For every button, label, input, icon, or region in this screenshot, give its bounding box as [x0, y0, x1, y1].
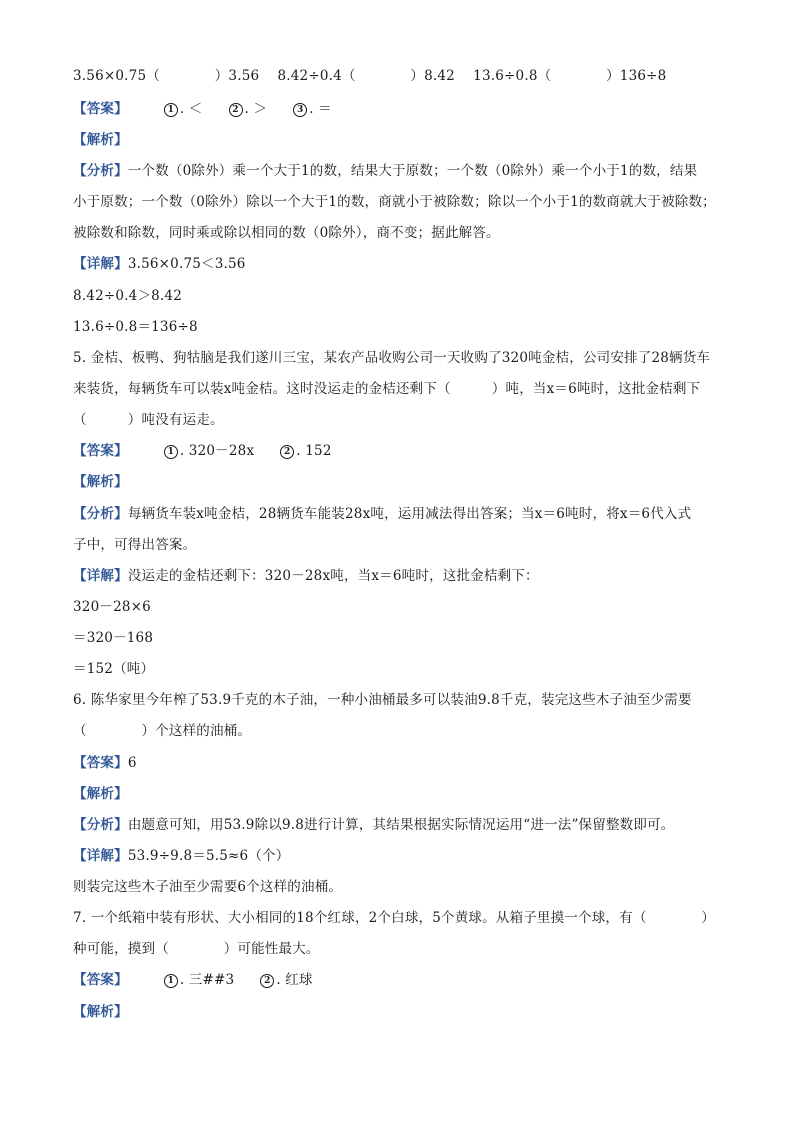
q4-answer-line — [73, 100, 332, 118]
q6-question-line: 6. 陈华家里今年榨了53.9千克的木子油，一种小油桶最多可以装油9.8千克，装完这些木子油至少需要 — [73, 692, 692, 708]
answer-text: . ＜ — [179, 101, 203, 117]
answer-text: . ＞ — [244, 101, 268, 117]
section-tag: 【分析】 — [73, 506, 128, 522]
section-tag: 【详解】 — [73, 256, 128, 272]
section-tag: 【分析】 — [73, 817, 128, 833]
circled-number: 2 — [260, 974, 274, 988]
section-tag: 【详解】 — [73, 568, 128, 584]
q6-detail-line: 【详解】53.9÷9.8＝5.5≈6（个） — [73, 848, 290, 864]
answer-tag: 【答案】 — [73, 101, 128, 117]
q5-detail-line: ＝320－168 — [73, 630, 154, 646]
circled-number: 2 — [229, 103, 243, 117]
answer-tag: 【答案】 — [73, 443, 128, 459]
q5-analysis-line: 【分析】每辆货车装x吨金桔，28辆货车能装28x吨，运用减法得出答案；当x＝6吨时，将x＝6代入式 — [73, 506, 692, 522]
q4-detail-line: 【详解】3.56×0.75＜3.56 — [73, 256, 246, 272]
section-tag: 【分析】 — [73, 163, 128, 179]
answer-item — [229, 100, 268, 118]
q5-detail-line: 320－28×6 — [73, 599, 151, 615]
answer-item — [164, 100, 203, 118]
circled-number: 2 — [280, 445, 294, 459]
answer-item — [164, 442, 254, 460]
answer-item — [280, 442, 331, 460]
q7-analysis-heading: 【解析】 — [73, 1004, 128, 1020]
answer-text: . ＝ — [309, 101, 332, 117]
q4-analysis-line: 小于原数；一个数（0除外）除以一个大于1的数，商就小于被除数；除以一个小于1的数商就大于被除数； — [73, 194, 716, 210]
q4-analysis-line: 被除数和除数，同时乘或除以相同的数（0除外），商不变；据此解答。 — [73, 225, 500, 241]
answer-text: . 152 — [296, 443, 332, 459]
circled-number: 3 — [293, 103, 307, 117]
q5-detail-line: ＝152（吨） — [73, 661, 155, 677]
q5-detail-line: 【详解】没运走的金桔还剩下：320－28x吨，当x＝6吨时，这批金桔剩下： — [73, 568, 539, 584]
circled-number: 1 — [164, 974, 178, 988]
q6-answer-line: 【答案】6 — [73, 755, 137, 771]
q4-analysis-heading: 【解析】 — [73, 132, 128, 148]
q5-question-line: （ ）吨没有运走。 — [73, 412, 224, 428]
q7-question-line: 种可能，摸到（ ）可能性最大。 — [73, 941, 320, 957]
answer-text: . 红球 — [276, 972, 313, 988]
answer-tag: 【答案】 — [73, 972, 128, 988]
circled-number: 1 — [164, 445, 178, 459]
answer-item — [293, 100, 332, 118]
section-tag: 【详解】 — [73, 848, 128, 864]
q4-detail-line: 8.42÷0.4＞8.42 — [73, 288, 182, 304]
q5-question-line: 5. 金桔、板鸭、狗牯脑是我们遂川三宝，某农产品收购公司一天收购了320吨金桔，公司安排了28辆货车 — [73, 350, 711, 366]
section-tag: 【答案】 — [73, 755, 128, 771]
q7-answer-line — [73, 971, 313, 989]
answer-item — [260, 971, 312, 989]
q5-question-line: 来装货，每辆货车可以装x吨金桔。这时没运走的金桔还剩下（ ）吨，当x＝6吨时，这批金桔剩下 — [73, 381, 701, 397]
q6-analysis-line: 【分析】由题意可知，用53.9除以9.8进行计算，其结果根据实际情况运用“进一法”保留整数即可。 — [73, 817, 675, 833]
q7-question-line: 7. 一个纸箱中装有形状、大小相同的18个红球，2个白球，5个黄球。从箱子里摸一个球，有（ ） — [73, 910, 716, 926]
answer-item — [164, 971, 235, 989]
q5-analysis-heading: 【解析】 — [73, 474, 128, 490]
q4-comparisons: 3.56×0.75（ ）3.56 8.42÷0.4（ ）8.42 13.6÷0.8（ ）136÷8 — [73, 68, 667, 84]
answer-text: . 三##3 — [179, 972, 235, 988]
q5-answer-line — [73, 442, 332, 460]
q6-detail-line: 则装完这些木子油至少需要6个这样的油桶。 — [73, 879, 343, 895]
answer-text: . 320－28x — [179, 443, 255, 459]
q4-detail-line: 13.6÷0.8＝136÷8 — [73, 319, 198, 335]
q4-analysis-line: 【分析】一个数（0除外）乘一个大于1的数，结果大于原数；一个数（0除外）乘一个小于1的数，结果 — [73, 163, 698, 179]
q6-analysis-heading: 【解析】 — [73, 786, 128, 802]
circled-number: 1 — [164, 103, 178, 117]
q5-analysis-line: 子中，可得出答案。 — [73, 537, 197, 553]
q6-question-line: （ ）个这样的油桶。 — [73, 723, 252, 739]
